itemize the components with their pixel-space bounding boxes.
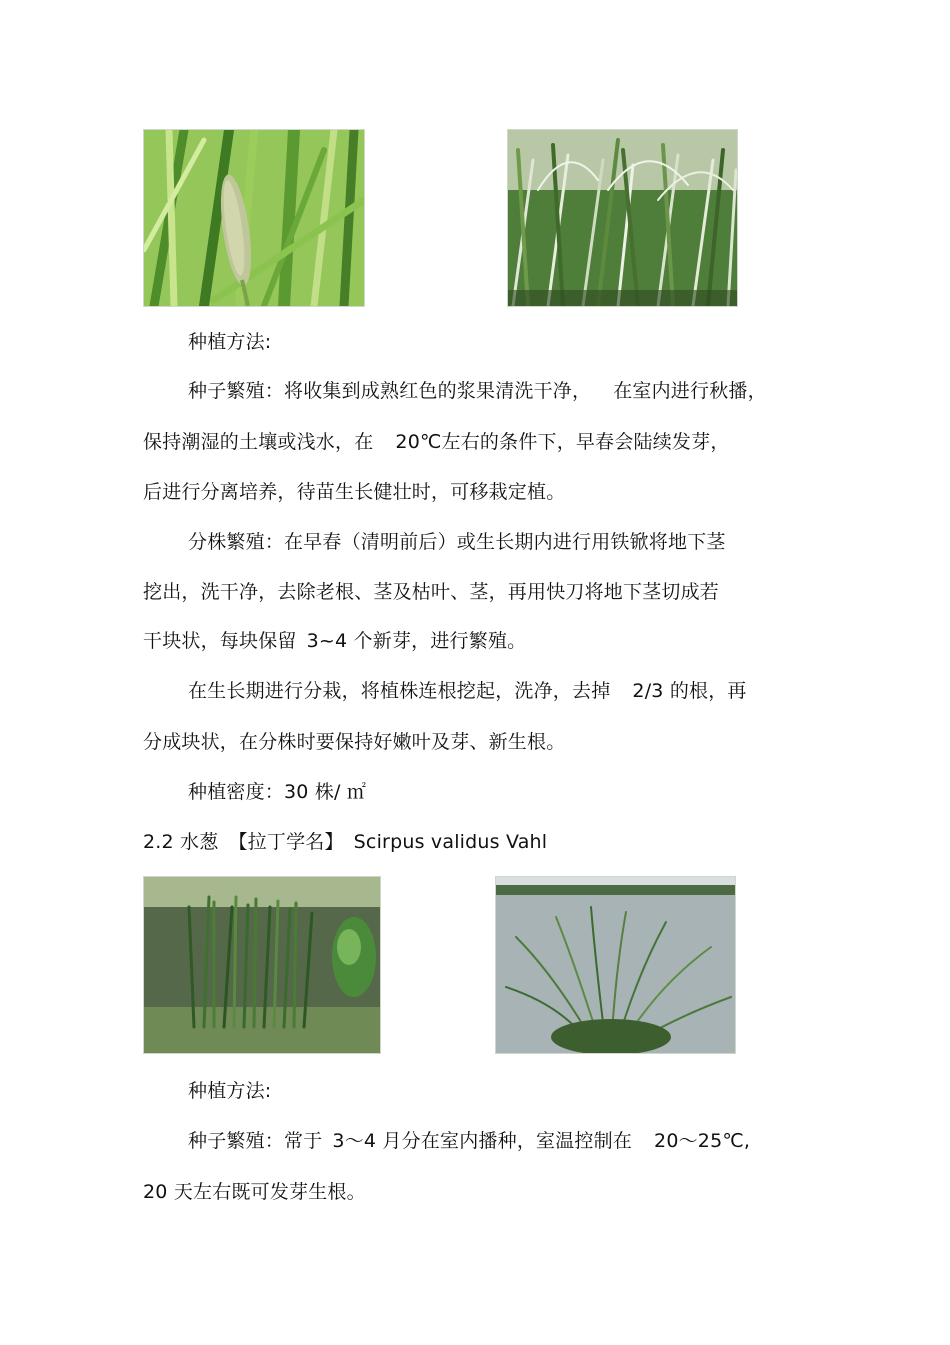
planting-method-heading-1: 种植方法: — [188, 331, 272, 353]
planting-method-heading-2: 种植方法: — [188, 1080, 272, 1102]
split-line-1 — [188, 678, 747, 704]
division-text-3b: 3~4 个新芽，进行繁殖。 — [306, 630, 527, 652]
sweetflag-field-photo — [507, 129, 738, 307]
seed-text-1b: 在室内进行秋播， — [613, 380, 767, 402]
section-number-title: 2.2 水葱 — [143, 831, 219, 853]
scirpus-seed-text-1a: 种子繁殖：常于 — [188, 1130, 323, 1152]
division-line-2: 挖出，洗干净，去除老根、茎及枯叶、茎，再用快刀将地下茎切成若 — [143, 581, 720, 603]
split-line-2: 分成块状，在分株时要保持好嫩叶及芽、新生根。 — [143, 731, 566, 753]
scirpus-waterside-photo — [143, 876, 381, 1054]
scirpus-seed-text-1c: 20～25℃, — [654, 1130, 751, 1152]
seed-propagation-line-3: 后进行分离培养，待苗生长健壮时，可移栽定植。 — [143, 481, 566, 503]
scirpus-seed-line-2: 20 天左右既可发芽生根。 — [143, 1181, 366, 1203]
split-text-1b: 2/3 的根，再 — [632, 680, 747, 702]
seed-propagation-line-2 — [143, 429, 730, 455]
section-2-2-heading — [143, 829, 547, 855]
division-line-1: 分株繁殖：在早春（清明前后）或生长期内进行用铁锨将地下茎 — [188, 531, 726, 553]
latin-name-label: 【拉丁学名】 — [228, 831, 344, 853]
density-value: 30 株/ ㎡ — [284, 781, 367, 803]
division-text-3a: 干块状，每块保留 — [143, 630, 297, 652]
planting-density — [188, 779, 366, 805]
cattail-spike-photo — [143, 129, 365, 307]
seed-text-2a: 保持潮湿的土壤或浅水，在 — [143, 431, 374, 453]
scirpus-seed-line-1 — [188, 1128, 750, 1154]
seed-propagation-line-1 — [188, 378, 767, 404]
division-line-3 — [143, 628, 526, 654]
split-text-1a: 在生长期进行分栽，将植株连根挖起，洗净，去掉 — [188, 680, 611, 702]
latin-name: Scirpus validus Vahl — [353, 831, 548, 853]
scirpus-pond-photo — [495, 876, 736, 1054]
density-label: 种植密度： — [188, 781, 285, 803]
seed-text-1a: 种子繁殖：将收集到成熟红色的浆果清洗干净， — [188, 380, 592, 402]
scirpus-seed-text-1b: 3～4 月分在室内播种，室温控制在 — [332, 1130, 633, 1152]
seed-text-2b: 20℃左右的条件下，早春会陆续发芽， — [395, 431, 730, 453]
